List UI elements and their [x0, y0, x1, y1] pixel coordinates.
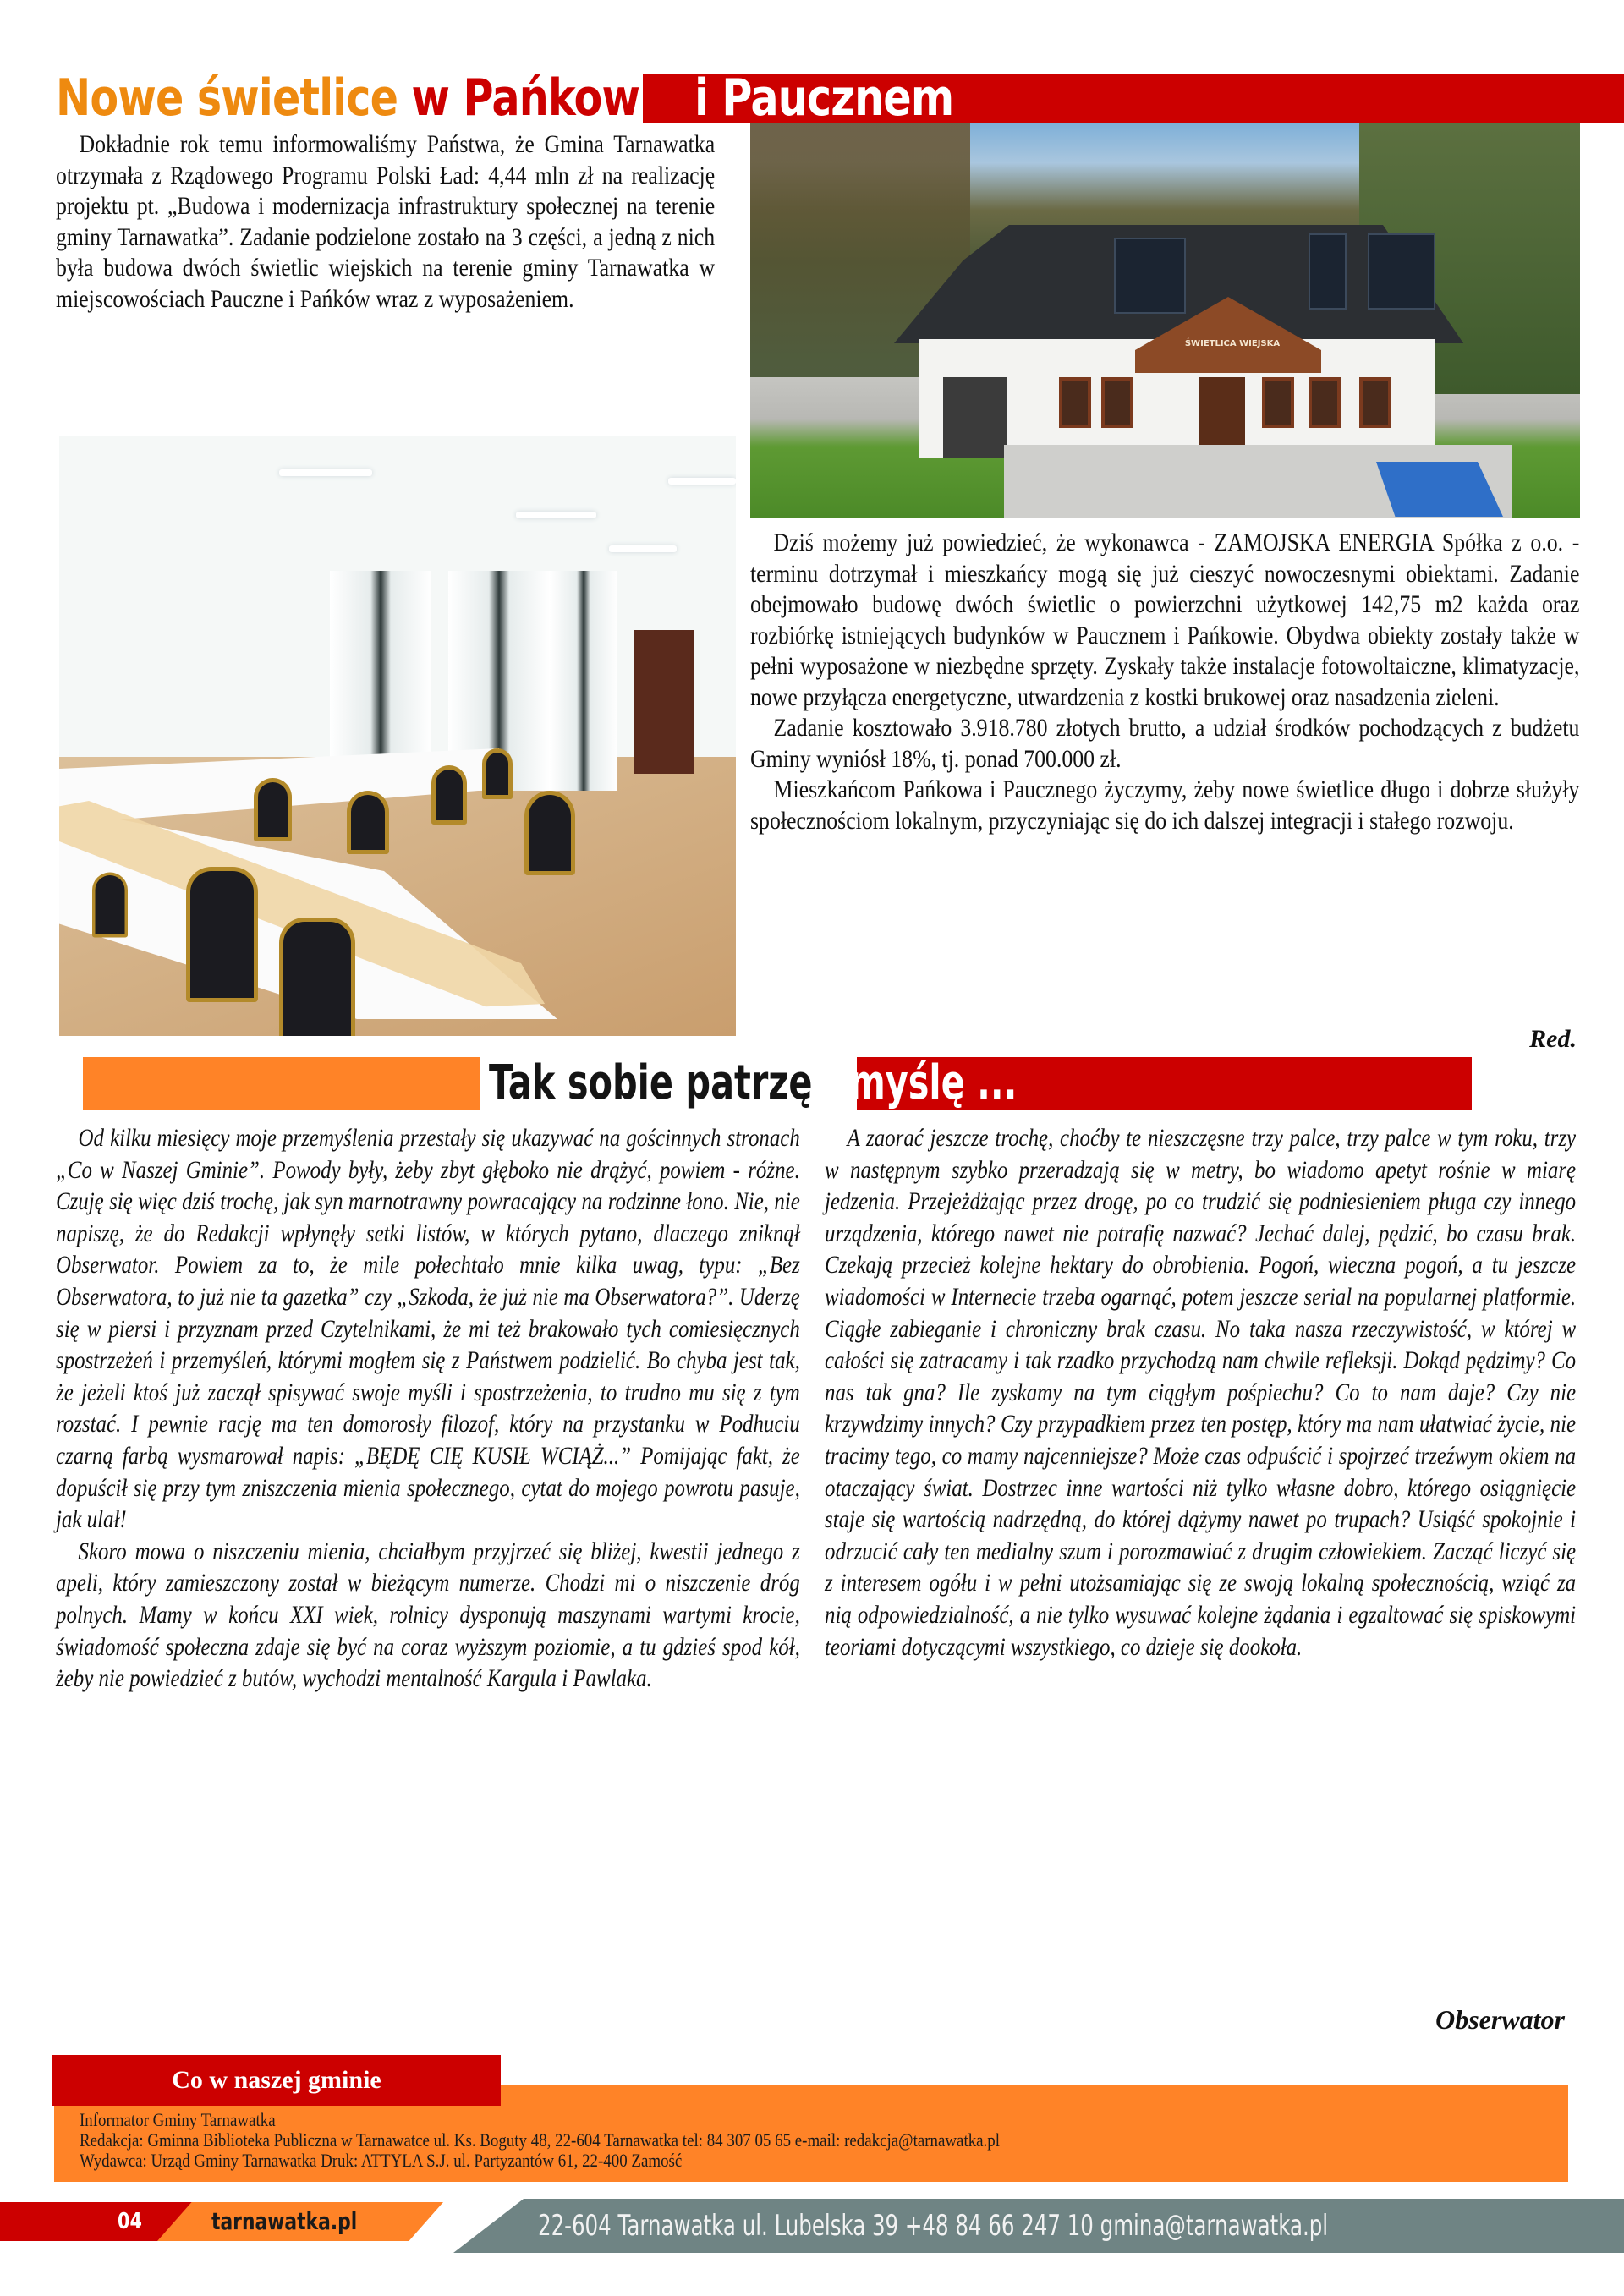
- paragraph: Dziś możemy już powiedzieć, że wykonawca - ZAMOJSKA ENERGIA Spółka z o.o. - terminu dotrzymał i mieszkańcy mogą się już cieszyć nowoczesnymi obiektami. Zadanie obejmowało budowę dwóch świetlic o powierzchni użytkowej 142,75 m2 każda oraz rozbiórkę istniejących budynków w Paucznem i Pańkowie. Obydwa obiekty zostały także w pełni wyposażone w niezbędne sprzęty. Zyskały także instalacje fotowoltaiczne, klimatyzacje, nowe przyłącza energetyczne, utwardzenia z kostki brukowej oraz nasadzenia zieleni.: [750, 529, 1580, 711]
- imprint-line-editorial: Redakcja: Gminna Biblioteka Publiczna w Tarnawatce ul. Ks. Boguty 48, 22-604 Tarnawatka tel: 84 307 05 65 e-mail: redakcja@tarnawatka.pl: [80, 2129, 1001, 2151]
- imprint-text: [80, 2110, 1571, 2171]
- ceiling-light: [668, 478, 736, 485]
- article-headline: [56, 64, 953, 132]
- photo-garage-door: [943, 377, 1007, 458]
- page-number: 04: [118, 2209, 142, 2234]
- solar-panel: [1114, 238, 1186, 314]
- paragraph: Mieszkańcom Pańkowa i Paucznego życzymy, żeby nowe świetlice długo i dobrze służyły społecznościom lokalnym, przyczyniając się do ich dalszej integracji i stałego rozwoju.: [750, 775, 1580, 835]
- article1-left-column: [56, 129, 715, 315]
- photo-chair: [482, 748, 513, 799]
- solar-panel: [1309, 233, 1347, 310]
- headline-part-white: i Paucznem: [694, 68, 954, 128]
- footer-contact-info: 22-604 Tarnawatka ul. Lubelska 39 +48 84 66 247 10 gmina@tarnawatka.pl: [538, 2209, 1329, 2243]
- article2-signature: Obserwator: [1435, 2004, 1565, 2035]
- article1-right-column: [750, 528, 1579, 836]
- headline-part-red: w Pańkowie: [411, 68, 681, 128]
- paragraph: Dokładnie rok temu informowaliśmy Państwa, że Gmina Tarnawatka otrzymała z Rządowego Programu Polski Ład: 4,44 mln zł na realizację projektu pt. „Budowa i modernizacja infrastruktury społecznej na terenie gminy Tarnawatka”. Zadanie podzielone zostało na 3 części, a jedną z nich była budowa dwóch świetlic wiejskich na terenie gminy Tarnawatka w miejscowościach Pauczne i Pańków wraz z wyposażeniem.: [56, 130, 716, 313]
- headline2-part-white: i myślę ...: [824, 1055, 1018, 1110]
- article2-headline: [489, 1051, 1017, 1115]
- photo-chair: [347, 791, 389, 854]
- photo-window: [1359, 377, 1391, 428]
- photo-door: [634, 630, 694, 774]
- photo-chair: [254, 778, 292, 841]
- ceiling-light: [279, 469, 372, 476]
- building-sign: ŚWIETLICA WIEJSKA: [1184, 339, 1281, 348]
- publication-name: Co w naszej gminie: [172, 2066, 381, 2094]
- paragraph: Skoro mowa o niszczeniu mienia, chciałbym przyjrzeć się bliżej, kwestii jednego z apeli, który zamieszczony został w bieżącym numerze. Chodzi mi o niszczenie dróg polnych. Mamy w końcu XXI wiek, rolnicy dysponują maszynami wartymi krocie, świadomość społeczna zdaje się być na coraz wyższym poziomie, a tu gdzieś spod kół, żeby nie powiedzieć z butów, wychodzi mentalność Kargula i Pawlaka.: [56, 1537, 800, 1693]
- solar-panel: [1368, 233, 1435, 310]
- paragraph: Od kilku miesięcy moje przemyślenia przestały się ukazywać na gościnnych stronach „Co w Naszej Gminie”. Powody były, żeby zbyt głęboko nie drążyć, powiem - różne. Czuję się więc dziś trochę, jak syn marnotrawny powracający na rodzinne łono. Nie, nie napiszę, że do Redakcji wpłynęły setki listów, w których pytano, dlaczego zniknął Obserwator. Powiem za to, że mile połechtało mnie kilka uwag, typu: „Bez Obserwatora, to już nie ta gazetka” czy „Szkoda, że już nie ma Obserwatora?”. Uderzę się w piersi i przyznam przed Czytelnikami, że mi też brakowało tych comiesięcznych spostrzeżeń i przemyśleń, którymi mogłem się z Państwem podzielić. Bo chyba jest tak, że jeżeli ktoś już zaczął spisywać swoje myśli i spostrzeżenia, to trudno mu się z tym rozstać. I pewnie rację ma ten domorosły filozof, który na przystanku w Podhuciu czarną farbą wysmarował napis: „BĘDĘ CIĘ KUSIŁ WCIĄŻ...” Pomijając fakt, że dopuścił się przy tym zniszczenia mienia społecznego, cytat do mojego powrotu pasuje, jak ulał!: [56, 1124, 800, 1534]
- photo-chair: [279, 918, 355, 1036]
- headline-part-orange: Nowe świetlice: [56, 68, 398, 128]
- photo-chair: [186, 867, 258, 1002]
- ceiling-light: [516, 512, 596, 518]
- curtain: [550, 571, 617, 791]
- article2-left-column: [56, 1122, 800, 1695]
- photo-window: [1309, 377, 1341, 428]
- paragraph: Zadanie kosztowało 3.918.780 złotych brutto, a udział środków pochodzących z budżetu Gminy wyniósł 18%, tj. ponad 700.000 zł.: [750, 714, 1580, 773]
- paragraph: A zaorać jeszcze trochę, choćby te nieszczęsne trzy palce, trzy palce w tym roku, trzy w następnym szybko przeradzają się w metry, bo wiadomo apetyt rośnie w miarę jedzenia. Przejeżdżając przez drogę, po co trudzić się podniesieniem pługa czy innego urządzenia, którego nawet nie potrafię nazwać? Jechać dalej, pędzić, bo czasu brak. Czekają przecież kolejne hektary do obrobienia. Pogoń, wieczna pogoń, a tu jeszcze wiadomości w Internecie trzeba ogarnąć, potem jeszcze serial na popularnej platformie. Ciągłe zabieganie i chroniczny brak czasu. No taka nasza rzeczywistość, w której w całości się zatracamy i tak rzadko przychodzą nam chwile refleksji. Dokąd pędzimy? Co nas tak gna? Ile zyskamy na tym ciągłym pośpiechu? Co to nam daje? Czy nie krzywdzimy innych? Czy przypadkiem przez ten postęp, który ma nam ułatwiać życie, nie tracimy tego, co mamy najcenniejsze? Może czas odpuścić i spojrzeć trzeźwym okiem na otaczający świat. Dostrzec inne wartości niż tylko własne dobro, którego osiągnięcie staje się wartością nadrzędną, do której dążymy nawet po trupach? Usiąść spokojnie i odrzucić cały ten medialny szum i porozmawiać z drugim człowiekiem. Zacząć liczyć się z interesem ogółu i w pełni utożsamiając się ze swoją lokalną społecznością, wziąć za nią odpowiedzialność, a nie tylko wysuwać kolejne żądania i egzaltować się spiskowymi teoriami dotyczącymi wszystkiego, co dzieje się dookoła.: [825, 1124, 1577, 1661]
- photo-chair: [431, 765, 467, 825]
- imprint-line-publisher: Wydawca: Urząd Gminy Tarnawatka Druk: ATTYLA S.J. ul. Partyzantów 61, 22-400 Zamość: [80, 2150, 683, 2171]
- photo-chair: [524, 791, 575, 875]
- interior-photo: [59, 436, 736, 1036]
- ceiling-light: [609, 545, 677, 552]
- article2-right-column: [825, 1122, 1576, 1663]
- building-photo: [750, 123, 1580, 518]
- article1-signature: Red.: [1529, 1025, 1577, 1053]
- headline2-part-dark: Tak sobie patrzę: [489, 1055, 813, 1110]
- imprint-line-title: Informator Gminy Tarnawatka: [80, 2109, 276, 2130]
- photo-chair: [92, 873, 128, 938]
- photo-window: [1101, 377, 1133, 428]
- footer-website-link[interactable]: tarnawatka.pl: [211, 2207, 358, 2235]
- photo-window: [1262, 377, 1294, 428]
- headline2-orange-bar: [83, 1057, 480, 1110]
- photo-window: [1059, 377, 1091, 428]
